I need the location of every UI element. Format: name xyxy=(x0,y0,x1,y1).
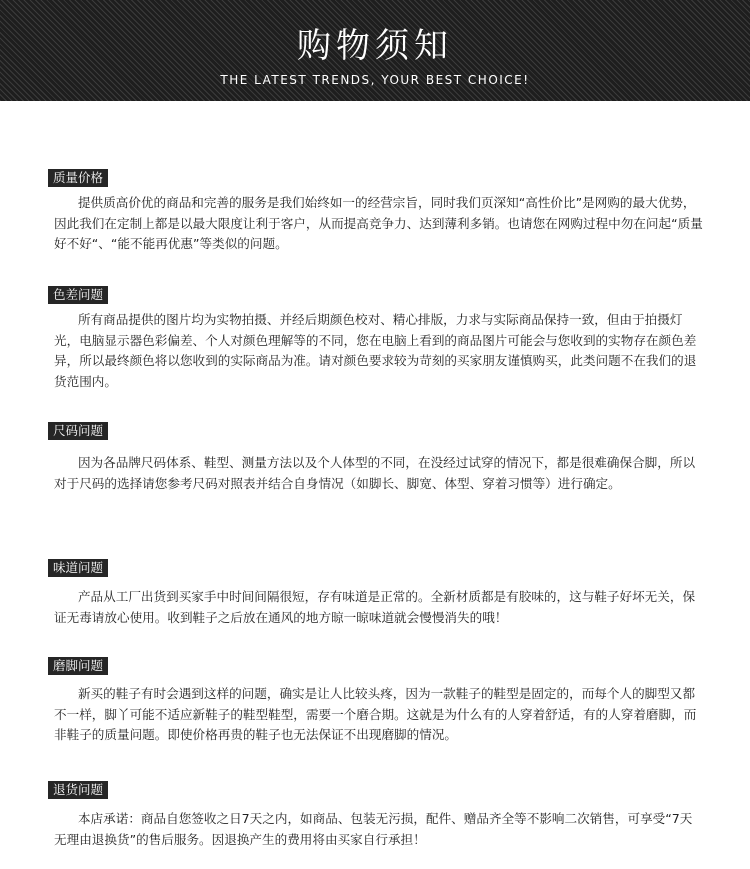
section-size xyxy=(48,420,708,494)
section-label: 味道问题 xyxy=(48,559,108,577)
section-label: 磨脚问题 xyxy=(48,657,108,675)
section-label: 质量价格 xyxy=(48,169,108,187)
section-quality-price xyxy=(48,167,708,255)
section-color-difference xyxy=(48,284,708,392)
section-label: 退货问题 xyxy=(48,781,108,799)
section-text: 新买的鞋子有时会遇到这样的问题，确实是让人比较头疼，因为一款鞋子的鞋型是固定的，而每个人的脚型又都不一样，脚丫可能不适应新鞋子的鞋型鞋型，需要一个磨合期。这就是为什么有的人穿着舒适，有的人穿着磨脚，而非鞋子的质量问题。即使价格再贵的鞋子也无法保证不出现磨脚的情况。 xyxy=(54,686,697,742)
section-blister xyxy=(48,655,708,746)
page-subtitle: THE LATEST TRENDS, YOUR BEST CHOICE! xyxy=(220,73,530,87)
section-text: 本店承诺：商品自您签收之日7天之内，如商品、包装无污损，配件、赠品齐全等不影响二次销售，可享受“7天无理由退换货”的售后服务。因退换产生的费用将由买家自行承担！ xyxy=(54,811,693,847)
header-banner xyxy=(0,0,750,101)
section-text: 所有商品提供的图片均为实物拍摄、并经后期颜色校对、精心排版，力求与实际商品保持一致，但由于拍摄灯光，电脑显示器色彩偏差、个人对颜色理解等的不同，您在电脑上看到的商品图片可能会与您收到的实物存在颜色差异，所以最终颜色将以您收到的实际商品为准。请对颜色要求较为苛刻的买家朋友谨慎购买，此类问题不在我们的退货范围内。 xyxy=(54,312,697,389)
section-odor xyxy=(48,557,708,628)
section-label: 色差问题 xyxy=(48,286,108,304)
page-title: 购物须知 xyxy=(297,26,453,66)
section-returns xyxy=(48,779,708,850)
section-text: 因为各品牌尺码体系、鞋型、测量方法以及个人体型的不同，在没经过试穿的情况下，都是很难确保合脚，所以对于尺码的选择请您参考尺码对照表并结合自身情况（如脚长、脚宽、体型、穿着习惯等）进行确定。 xyxy=(54,455,696,491)
section-label: 尺码问题 xyxy=(48,422,108,440)
section-text: 提供质高价优的商品和完善的服务是我们始终如一的经营宗旨，同时我们页深知“高性价比”是网购的最大优势，因此我们在定制上都是以最大限度让利于客户，从而提高竞争力、达到薄利多销。也请您在网购过程中勿在问起“质量好不好“、“能不能再优惠”等类似的问题。 xyxy=(54,195,703,251)
section-text: 产品从工厂出货到买家手中时间间隔很短，存有味道是正常的。全新材质都是有胶味的，这与鞋子好坏无关，保证无毒请放心使用。收到鞋子之后放在通风的地方晾一晾味道就会慢慢消失的哦！ xyxy=(54,589,696,625)
